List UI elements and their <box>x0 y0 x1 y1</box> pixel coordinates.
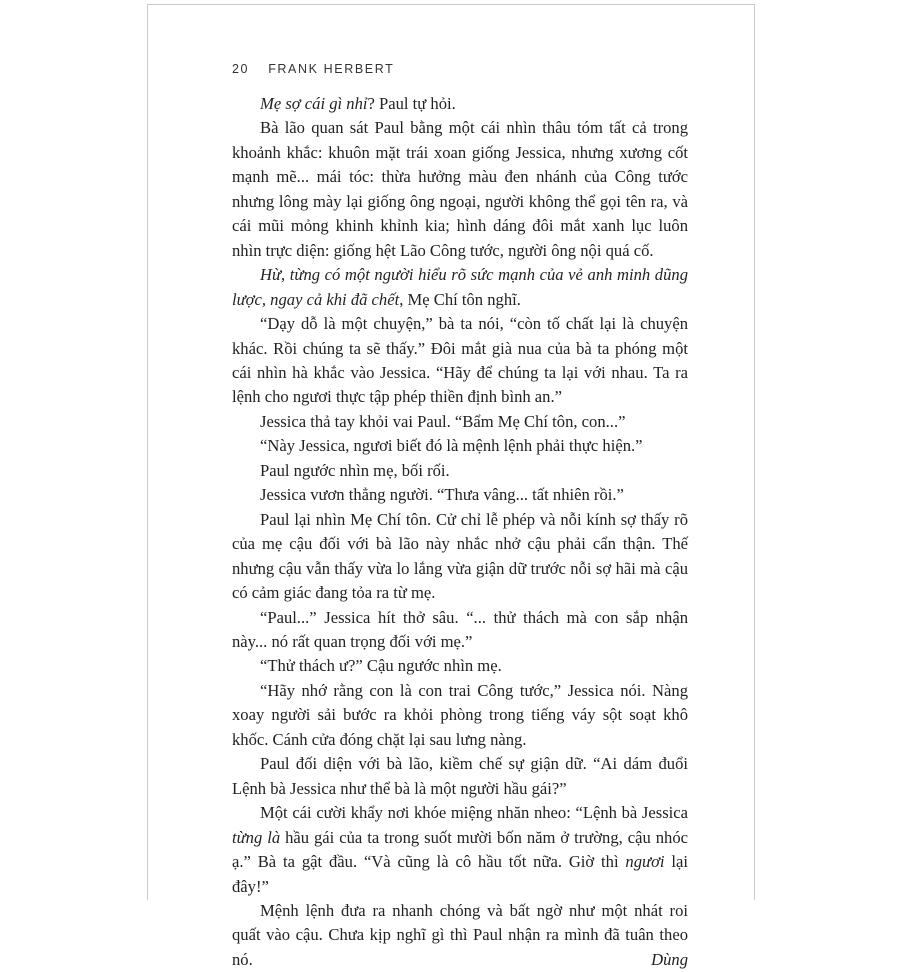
text-run: “Paul...” Jessica hít thở sâu. “... thử thách mà con sắp nhận này... nó rất quan trọng đối với mẹ.” <box>232 607 688 651</box>
italic-text: từng là <box>232 827 281 847</box>
text-run: Bà lão quan sát Paul bằng một cái nhìn thâu tóm tất cả trong khoảnh khắc: khuôn mặt trái xoan giống Jessica, nhưng xương cốt mạnh mẽ... mái tóc: thừa hưởng màu đen nhánh của Công tước nhưng lông mày lại giống ông ngoại, người không thể gọi tên ra, và cái mũi mỏng khinh khỉnh kia; hình dáng đôi mắt xanh lục luôn nhìn trực diện: giống hệt Lão Công tước, người ông nội quá cố. <box>232 118 688 260</box>
text-run: “Hãy nhớ rằng con là con trai Công tước,” Jessica nói. Nàng xoay người sải bước ra khỏi phòng trong tiếng váy sột soạt khô khốc. Cánh cửa đóng chặt lại sau lưng nàng. <box>232 680 688 749</box>
text-run: “Dạy dỗ là một chuyện,” bà ta nói, “còn tố chất lại là chuyện khác. Rồi chúng ta sẽ thấy.” Đôi mắt già nua của bà ta phóng một cái nhìn hà khắc vào Jessica. “Hãy để chúng ta lại với nhau. Ta ra lệnh cho ngươi thực tập phép thiền định bình an.” <box>232 314 688 407</box>
paragraph <box>232 679 688 752</box>
italic-text: Hừ, từng có một người hiểu rõ sức mạnh của vẻ anh minh dũng lược, ngay cả khi đã chết <box>232 265 688 309</box>
paragraph <box>232 654 688 678</box>
text-run: Một cái cười khẩy nơi khóe miệng nhăn nheo: “Lệnh bà Jessica <box>260 803 688 823</box>
text-run: “Thử thách ư?” Cậu ngước nhìn mẹ. <box>260 656 502 676</box>
italic-text: ngươi <box>625 852 665 872</box>
paragraph <box>232 752 688 801</box>
paragraph <box>232 606 688 655</box>
text-run: , Mẹ Chí tôn nghĩ. <box>399 289 521 309</box>
paragraph <box>232 92 688 116</box>
book-page <box>147 4 755 969</box>
text-run: hầu gái của ta trong suốt mười bốn năm ở trường, cậu nhóc ạ.” Bà ta gật đầu. “Và cũng là cô hầu tốt nữa. Giờ thì <box>232 827 688 872</box>
running-header <box>232 62 394 76</box>
text-run: lại đây!” <box>232 852 688 896</box>
paragraph <box>232 410 688 434</box>
paragraph <box>232 434 688 458</box>
paragraph <box>232 263 688 312</box>
text-run: Paul lại nhìn Mẹ Chí tôn. Cử chỉ lễ phép và nỗi kính sợ thấy rõ của mẹ cậu đối với bà lão này nhắc nhở cậu phải cẩn thận. Thế nhưng cậu vẫn thấy vừa lo lắng vừa giận dữ trước nỗi sợ hãi mà cậu có cảm giác đang tỏa ra từ mẹ. <box>232 509 688 603</box>
paragraph <box>232 801 688 899</box>
author-name: FRANK HERBERT <box>268 62 395 76</box>
text-run: Paul đối diện với bà lão, kiềm chế sự giận dữ. “Ai dám đuổi Lệnh bà Jessica như thể bà là một người hầu gái?” <box>232 754 688 798</box>
paragraph <box>232 459 688 483</box>
paragraph <box>232 483 688 507</box>
italic-text: Mẹ sợ cái gì nhỉ <box>260 94 368 113</box>
paragraph <box>232 312 688 410</box>
text-run: Mệnh lệnh đưa ra nhanh chóng và bất ngờ như một nhát roi quất vào cậu. Chưa kịp nghĩ gì thì Paul nhận ra mình đã tuân theo nó. <box>232 900 688 969</box>
paragraph <box>232 116 688 263</box>
italic-text: Dùng <box>651 949 688 969</box>
paragraph <box>232 899 688 972</box>
text-run: ? Paul tự hỏi. <box>367 94 456 113</box>
page-number: 20 <box>232 62 250 76</box>
text-run: Jessica vươn thẳng người. “Thưa vâng... tất nhiên rồi.” <box>260 485 624 505</box>
body-text <box>232 92 688 972</box>
text-run: Jessica thả tay khỏi vai Paul. “Bẩm Mẹ Chí tôn, con...” <box>260 411 626 431</box>
text-run: “Này Jessica, ngươi biết đó là mệnh lệnh phải thực hiện.” <box>260 436 643 456</box>
paragraph <box>232 508 688 606</box>
text-run: Paul ngước nhìn mẹ, bối rối. <box>260 460 450 480</box>
